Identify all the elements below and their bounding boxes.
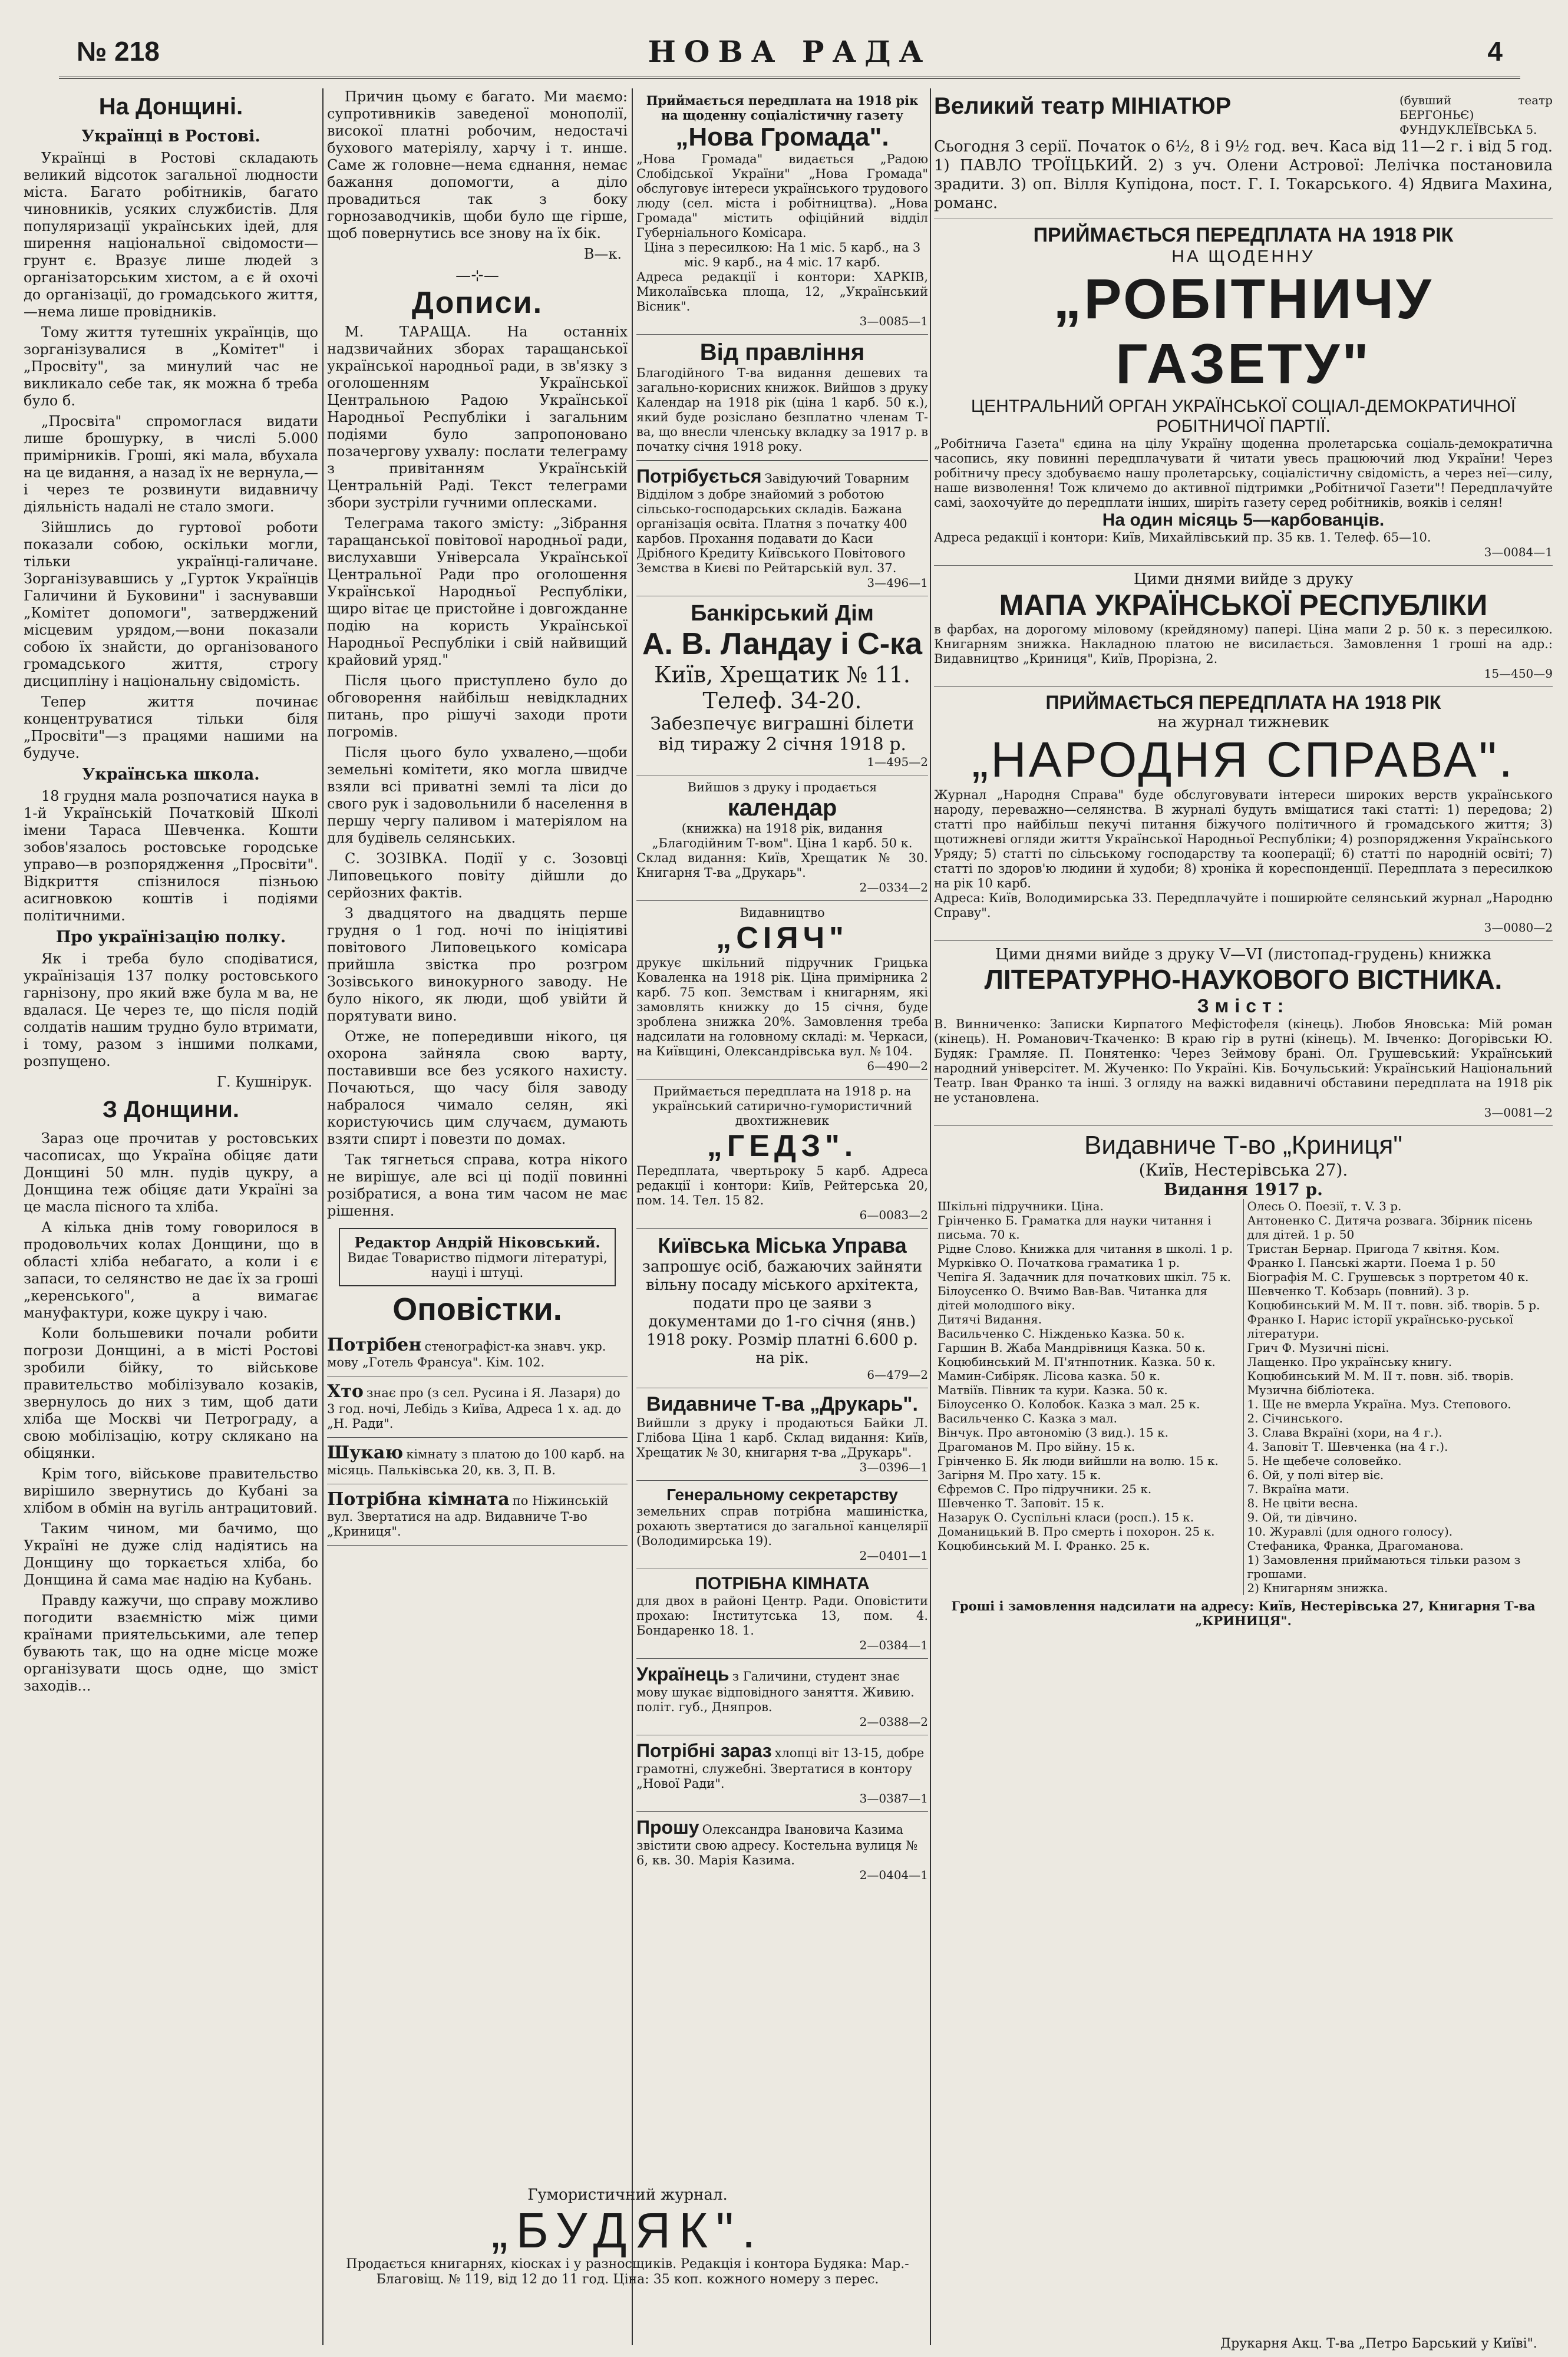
article-paragraph: Після цього приступлено було до обговорення найбільш невідкладних питань, про рішучі заходи проти погромів. bbox=[327, 672, 628, 740]
article-paragraph: Отже, не попередивши нікого, ця охорона зайняла свою варту, поставивши все без усякого нахисту. Почаються, що часу біля заводу набралося чимало селян, які користуючись цим случаєм, думають взяти спирт і повезти по домах. bbox=[327, 1028, 628, 1147]
article-paragraph: 18 грудня мала розпочатися наука в 1-й Українській Початковій Школі імени Тараса Шевченка. Кошти зобов'язалось ростовське городське управо—в розпорядження „Просвіти". Відкриття спізнилося пізньою асигновкою коштів і подіями політичними. bbox=[24, 788, 318, 924]
printer-imprint: Друкарня Акц. Т-ва „Петро Барський у Київі". bbox=[1220, 2336, 1537, 2351]
publisher-line: Видає Товариство підмоги літературі, науці і штуці. bbox=[347, 1251, 608, 1280]
book-entry: Тристан Бернар. Пригода 7 квітня. Ком. bbox=[1247, 1242, 1500, 1256]
book-entry: Васильченко С. Ніжденько Казка. 50 к. bbox=[938, 1326, 1185, 1341]
classified-ad bbox=[636, 1735, 928, 1812]
ad-contents-heading: Зміст: bbox=[1197, 995, 1290, 1016]
book-entry: 6. Ой, у полі вітер віє. bbox=[1247, 1468, 1384, 1482]
ad-text: по Ніжинській вул. Звертатися на адр. Видавниче Т-во „Криниця". bbox=[327, 1494, 609, 1539]
column-divider bbox=[322, 88, 323, 2345]
column-divider bbox=[930, 88, 931, 2345]
article-paragraph: М. ТАРАЩА. На останніх надзвичайних зборах таращанської української народньої ради, в зв'язку з оголошенням Української Центральною Радою Української Народньої Республіки і загальним подіями було запропоновано позачергову ухвалу: послати телеграму з привітанням Українській Центральній Раді. Текст телеграми збори зустріли гучними оплесками. bbox=[327, 323, 628, 511]
ad-label: Потрібується bbox=[636, 466, 762, 487]
ad-code: 2—0388—2 bbox=[859, 1715, 928, 1729]
ad-title: ПОТРІБНА КІМНАТА bbox=[695, 1574, 870, 1593]
ad-intro: на журнал тижневик bbox=[1157, 714, 1329, 731]
article-paragraph: Коли большевики почали робити погрози Донщині, а в місті Ростові зробили бійку, то військове правительство мобілізувало козаків, звернулось до них з тим, щоб дати хліба ще Москві чи Петрограду, а свою мобілізацію, котру склякано на обіцянки. bbox=[24, 1325, 318, 1461]
article-paragraph: Телеграма такого змісту: „Зібрання таращанської повітової народньої ради, вислухавши Універсала Української Центральної Ради про оголошення Української Народньої Республіки, щиро вітає це пристойне і довгожданне подію на користь Української Народньої Республіки і свій найвищий крайовий уряд." bbox=[327, 515, 628, 668]
classified-ad bbox=[636, 901, 928, 1080]
article-heading: Українська школа. bbox=[82, 765, 260, 784]
book-entry: Коцюбинський М. П'ятнпотник. Казка. 50 к. bbox=[938, 1355, 1216, 1369]
ad-text: Забезпечує виграшні білети від тиражу 2 січня 1918 р. bbox=[650, 714, 915, 755]
ad-code: 1—495—2 bbox=[867, 755, 928, 769]
ad-address: (Київ, Нестерівська 27). bbox=[1138, 1160, 1348, 1180]
ad-code: 6—490—2 bbox=[867, 1059, 928, 1073]
ad-address: Адреса: Київ, Володимирська 33. Передплачуйте і поширюйте селянський журнал „Народню Справу". bbox=[934, 891, 1553, 920]
ad-text: Журнал „Народня Справа" буде обслуговувати інтереси широких верств українського народу, переважно—селянства. В журналі будуть вміщатися такі статті: 1) передова; 2) статті про найбільш пекучі питання біжучого політичного й громадського життя; 3) щотижневі огляди життя Української Народньої Республіки; 4) розпорядження Українського Уряду; 5) статті по сільському господарству та кооперації; 6) статті по народній освіті; 7) статті по здоров'ю людини й худоби; 8) хроніка й кореспонденції. Передплата з пересилкою на рік 10 карб. bbox=[934, 788, 1553, 890]
ad-title: календар bbox=[727, 795, 837, 821]
ad-label: Хто bbox=[327, 1381, 364, 1402]
ad-address: Київ, Хрещатик № 11. bbox=[654, 662, 910, 688]
author-signature: В—к. bbox=[583, 246, 622, 262]
book-entry: Назарук О. Суспільні класи (росп.). 15 к. bbox=[938, 1510, 1194, 1524]
article-paragraph: Після цього було ухвалено,—щоби земельні комітети, яко могла швидче взяли всі приватні землі та ліси до свого рук і задовольнили б населення в першу чергу паливом і матеріялом на для будівель селянських. bbox=[327, 744, 628, 846]
book-entry: Шевченко Т. Кобзарь (повний). 3 р. bbox=[1247, 1284, 1470, 1298]
book-entry: Доманицький В. Про смерть і похорон. 25 к. bbox=[938, 1524, 1215, 1539]
article-heading: Українці в Ростові. bbox=[81, 127, 260, 146]
ad-title: „ГЕДЗ". bbox=[707, 1129, 858, 1163]
ad-code: 3—0387—1 bbox=[859, 1791, 928, 1805]
ad-text: В. Винниченко: Записки Кирпатого Мефістофеля (кінець). Любов Яновська: Мій роман (кінець). Н. Романович-Ткаченко: В краю гір в рутні (кінець). М. Івченко: Догорівськи Ю. Будяк: Грамляе. П. Понятенко: Через Зеймову брані. Ол. Грушевський: Український народний універсітет. М. Жученко: По Україні. Ків. Бочульський: Український Національний Театр. Іван Франко та інші. З огляду на важкі видавничі обставини передплата на 1918 рік не установлена. bbox=[934, 1017, 1553, 1105]
ad-intro: ПРИЙМАЄТЬСЯ ПЕРЕДПЛАТА НА 1918 РІК bbox=[1033, 224, 1454, 246]
ad-text: земельних справ потрібна машиністка, рохають звертатися до загальної канцелярії (Володимирська 19). bbox=[636, 1504, 928, 1548]
ad-label: Українець bbox=[636, 1663, 729, 1685]
ad-text: Вийшли з друку і продаються Байки Л. Глібова Ціна 1 карб. Склад видання: Київ, Хрещатик № 30, книгарня т-ва „Друкарь". bbox=[636, 1416, 928, 1460]
book-list-left bbox=[934, 1199, 1243, 1595]
ad-title: Великий театр МІНІАТЮР bbox=[934, 93, 1232, 119]
article-paragraph: Крім того, військове правительство вирішило звернутись до Кубані за хлібом в обмін на вугіль антрацитовий. bbox=[24, 1465, 318, 1516]
ad-text: Передплата, чвертьроку 5 карб. Адреса редакції і контори: Київ, Рейтерська 20, пом. 14. Тел. 15 82. bbox=[636, 1164, 928, 1207]
article-paragraph: Як і треба було сподіватися, українізація 137 полку ростовського гарнізону, про який вже була м ва, не вдалася. Це через те, що після подій солдатів нашим трудно було втримати, і тому, разом з іншими полками, розпущено. bbox=[24, 950, 318, 1069]
ad-label: Прошу bbox=[636, 1817, 699, 1838]
book-entry: Стефаника, Франка, Драгоманова. bbox=[1247, 1539, 1464, 1553]
ad-code: 3—0081—2 bbox=[1484, 1105, 1553, 1120]
ad-text: друкує шкільний підручник Грицька Коваленка на 1918 рік. Ціна примірника 2 карб. 75 коп. Земствам і книгарням, які замовлять книжку до 15 січня, буде зроблена знижка 20%. Замовлення треба надсилати на головному складі: м. Черкаси, на Київщині, Олександрівська вул. № 104. bbox=[636, 956, 928, 1058]
ad-title: „Нова Громада". bbox=[675, 123, 889, 151]
section-heading: Оповістки. bbox=[392, 1292, 562, 1327]
ad-subtitle: ЦЕНТРАЛЬНИЙ ОРГАН УКРАЇНСЬКОЇ СОЦІАЛ-ДЕМОКРАТИЧНОЇ РОБІТНИЧОЇ ПАРТІЇ. bbox=[970, 397, 1516, 436]
book-entry: Загірня М. Про хату. 15 к. bbox=[938, 1468, 1101, 1482]
ad-text: „Робітнича Газета" єдина на цілу Україну щоденна пролетарська соціаль-демократична часопись, яку повинні передплачувати й читати увесь працюючий люд України! Через робітничу пресу здобуваємо нашу пролетарську, соціалістичну свідомість, а через неї—силу, наше визволення! Тож кличемо до активної підтримки „Робітничої Газети"! Передплачуйте самі, заохочуйте до передплати інших, ширіть газету серед робітників, вояків і селян! bbox=[934, 437, 1553, 510]
section-heading: Дописи. bbox=[411, 286, 543, 320]
classified-ad bbox=[636, 335, 928, 461]
masthead bbox=[59, 24, 1520, 79]
ad-title: „РОБІТНИЧУ ГАЗЕТУ" bbox=[1053, 268, 1434, 395]
book-entry: Грінченко Б. Граматка для науки читання і письма. 70 к. bbox=[938, 1213, 1212, 1242]
book-entry: Васильченко С. Казка з мал. bbox=[938, 1411, 1117, 1425]
classified-ad bbox=[636, 1812, 928, 1888]
book-entry: Вінчук. Про автономію (3 вид.). 15 к. bbox=[938, 1425, 1168, 1440]
column-2 bbox=[327, 88, 628, 2345]
article-paragraph: Зійшлись до гуртової роботи показали собою, оскільки могли, тільки українці-галичане. Зорганізувавшись у „Гурток Українців Галичини й Буковини" і заснувавши „Комітет допомоги", затверджений місцевим урядом,—вони показали собою їх знайсти, до організованого громадського життя, строгу дисципліну і національну свідомість. bbox=[24, 519, 318, 689]
book-entry: 7. Вкраїна мати. bbox=[1247, 1482, 1350, 1496]
editor-line: Редактор Андрій Ніковський. bbox=[354, 1234, 600, 1251]
budiak-subtitle: Гумористичний журнал. bbox=[527, 2186, 728, 2204]
book-entry: Коцюбинський М. І. Франко. 25 к. bbox=[938, 1539, 1150, 1553]
article-paragraph: А кілька днів тому говорилося в продовольчих колах Донщини, що в області хліба небагато, а коли і є запаси, то селянство не дає їх за гроші „керенського", а вимагає мануфактури, коже цукру і чаю. bbox=[24, 1219, 318, 1321]
article-paragraph: Зараз оце прочитав у ростовських часописах, що Україна обіцяє дати Донщині 50 млн. пудів цукру, а Донщина теж обіцяє дати Україні за це масла пісного та хліба. bbox=[24, 1130, 318, 1215]
book-entry: Чепіга Я. Задачник для початкових шкіл. 75 к. bbox=[938, 1270, 1231, 1284]
ad-code: 2—0404—1 bbox=[859, 1868, 928, 1882]
ad-text: стенографіст-ка знавч. укр. мову „Готель Франсуа". Кім. 102. bbox=[327, 1339, 606, 1369]
page-number: 4 bbox=[1487, 36, 1503, 67]
imprint-box bbox=[339, 1228, 616, 1286]
book-list bbox=[934, 1199, 1553, 1595]
book-entry: 10. Журавлі (для одного голосу). bbox=[1247, 1524, 1453, 1539]
ad-title: Генеральному секретарству bbox=[666, 1485, 898, 1504]
book-list-right bbox=[1243, 1199, 1553, 1595]
classified-ad bbox=[636, 1388, 928, 1481]
book-entry: Грінченко Б. Як люди вийшли на волю. 15 к. bbox=[938, 1454, 1219, 1468]
book-entry: 5. Не щебече соловейко. bbox=[1247, 1454, 1402, 1468]
ad-code: 2—0401—1 bbox=[859, 1549, 928, 1563]
article-paragraph: Причин цьому є багато. Ми маємо: супротивників заведеної монополії, високої платні робочим, недостачі бухового матеріялу, харчу і т. инше. Саме ж головне—нема єднання, немає бажання допомогти, а діло провадиться так з боку горнозаводчиків, щоби було ще гірше, щоб повернутись все знову на їх бік. bbox=[327, 88, 628, 242]
classified-ad bbox=[636, 1659, 928, 1735]
budiak-title: „БУДЯК". bbox=[491, 2203, 764, 2258]
article-paragraph: Тепер життя починає концентруватися тільки біля „Просвіти"—з працями нашими на будуче. bbox=[24, 694, 318, 761]
book-entry: Шевченко Т. Заповіт. 15 к. bbox=[938, 1496, 1105, 1510]
ad-title: Київська Міська Управа bbox=[658, 1233, 907, 1257]
ad-intro: ПРИЙМАЄТЬСЯ ПЕРЕДПЛАТА НА 1918 РІК bbox=[1045, 692, 1441, 713]
ad-text: Благодійного Т-ва видання дешевих та загально-корисних книжок. Вийшов з друку Календар на 1918 рік (ціна 1 карб. 50 к.), який буде розіслано безплатно членам Т-ва, що внесли членську вкладку за 1917 р. в початку січня 1918 року. bbox=[636, 366, 928, 454]
ad-intro: Вийшов з друку і продається bbox=[687, 780, 877, 794]
classified-ad bbox=[636, 461, 928, 596]
ad-subtitle: Видання 1917 р. bbox=[1164, 1180, 1323, 1199]
ad-text: Олександра Івановича Казима звістити свою адресу. Костельна вулиця № 6, кв. 30. Марія Казима. bbox=[636, 1823, 918, 1867]
ad-code: 3—0396—1 bbox=[859, 1460, 928, 1474]
ad-price: Ціна з пересилкою: На 1 міс. 5 карб., на 3 міс. 9 карб., на 4 міс. 17 карб. bbox=[643, 240, 921, 269]
publisher-ad bbox=[934, 1126, 1553, 1634]
section-heading: З Донщини. bbox=[103, 1097, 239, 1123]
theatre-ad bbox=[934, 88, 1553, 219]
ad-text: знає про (з сел. Русина і Я. Лазаря) до 3 год. ночі, Лебідь з Київа, Адреса 1 х. ад. до „Н. Ради". bbox=[327, 1386, 621, 1431]
book-entry: Біографія М. С. Грушевськ з портретом 40 к. bbox=[1247, 1270, 1529, 1284]
article-paragraph: З двадцятого на двадцять перше грудня о 1 год. ночі по ініціятиві повітового Липовецького комісара прийшла звістка про розгром Зозівського винокурного заводу. Не було нікого, як люди, щоб увійти й порятувати вино. bbox=[327, 905, 628, 1024]
ad-intro: НА ЩОДЕННУ bbox=[1171, 247, 1315, 266]
ad-title: Видавниче Т-ва „Друкарь". bbox=[646, 1393, 918, 1415]
budiak-ad bbox=[330, 2186, 925, 2287]
ad-text: „Нова Громада" видається „Радою Слобідської України" „Нова Громада" обслуговує інтереси українського трудового люду (сел. міста і робітництва). „Нова Громада" містить офіційний відділ Губерніального Комісара. bbox=[636, 152, 928, 240]
ad-price: На один місяць 5—карбованців. bbox=[1102, 510, 1385, 530]
classified-ad bbox=[636, 596, 928, 775]
ad-phone: Телеф. 34-20. bbox=[702, 688, 862, 714]
ad-intro: Приймається передплата на 1918 рік на щоденну соціалістичну газету bbox=[646, 93, 919, 123]
article-paragraph: Тому життя тутешніх українців, що зорганізувалися в „Комітет" і „Просвіту", за минулий час не викликало себе так, як можна б треба було б. bbox=[24, 324, 318, 409]
ad-text: запрошує осіб, бажаючих зайняти вільну посаду міського архітекта, подати про це заяви з документами до 1-го січня (янв.) 1918 року. Розмір платні 6.600 р. на рік. bbox=[642, 1258, 923, 1367]
ad-text: Сьогодня 3 серії. Початок о 6½, 8 і 9½ год. веч. Каса від 11—2 г. і від 5 год. 1) ПАВЛО ТРОЇЦЬКИЙ. 2) з уч. Олени Астрової: Лелічка постановила зрадити. 3) оп. Вілля Купідона, пост. Г. І. Токарського. 4) Ядвига Махина, романс. bbox=[934, 138, 1553, 212]
ad-code: 3—0080—2 bbox=[1484, 920, 1553, 935]
article-paragraph: Правду кажучи, що справу можливо погодити взаємністю між цими країнами приятельськими, але тепер бувають так, що на одне місце може організувати щось одне, що зміст заходів... bbox=[24, 1592, 318, 1694]
ad-label: Потрібен bbox=[327, 1335, 422, 1355]
book-entry: Гаршин В. Жаба Мандрівниця Казка. 50 к. bbox=[938, 1341, 1206, 1355]
newspaper-title: НОВА РАДА bbox=[648, 34, 932, 69]
ad-title: „НАРОДНЯ СПРАВА". bbox=[972, 732, 1515, 787]
book-entry: Франко І. Панські жарти. Поема 1 р. 50 bbox=[1247, 1256, 1496, 1270]
ad-title: Видавниче Т-во „Криниця" bbox=[1084, 1131, 1402, 1160]
ad-subtitle: (бувший театр БЕРГОНЬЄ) ФУНДУКЛЕЇВСЬКА 5. bbox=[1399, 93, 1553, 137]
ad-title: ЛІТЕРАТУРНО-НАУКОВОГО ВІСТНИКА. bbox=[984, 964, 1503, 995]
ad-text: Завідуючий Товарним Відділом з добре знайомий з роботою сільсько-господарських складів. Бажана організація освіта. Платня з початку 400 карбов. Прохання подавати до Каси Дрібного Кредиту Київського Повітового Земства в Києві по Рейтарській вул. 37. bbox=[636, 471, 909, 575]
book-entry: Мамин-Сибіряк. Лісова казка. 50 к. bbox=[938, 1369, 1161, 1383]
book-entry: Рідне Слово. Книжка для читання в школі. 1 р. bbox=[938, 1242, 1233, 1256]
book-entry: Дитячі Видання. bbox=[938, 1312, 1042, 1326]
book-entry: 1) Замовлення приймаються тільки разом з грошами. bbox=[1247, 1553, 1521, 1581]
classified-ad bbox=[636, 1481, 928, 1569]
ad-text: в фарбах, на дорогому міловому (крейдяному) папері. Ціна мапи 2 р. 50 к. з пересилкою. Книгарням знижка. Накладною платою не висилається. Замовлення 1 гроші на адр.: Видавництво „Криниця", Київ, Прорізна, 2. bbox=[934, 622, 1553, 666]
classified-ad bbox=[327, 1484, 628, 1546]
ad-intro: Цими днями вийде з друку bbox=[1133, 570, 1354, 588]
journal-ad bbox=[934, 687, 1553, 941]
ad-address: Адреса редакції і контори: ХАРКІВ, Миколаївська площа, 12, „Український Вісник". bbox=[636, 270, 928, 313]
ad-title: МАПА УКРАЇНСЬКОЇ РЕСПУБЛІКИ bbox=[999, 589, 1488, 622]
column-divider bbox=[632, 88, 633, 2345]
book-entry: Шкільні підручники. Ціна. bbox=[938, 1199, 1104, 1213]
classified-ad bbox=[636, 88, 928, 335]
book-entry: 2) Книгарням знижка. bbox=[1247, 1581, 1388, 1595]
book-entry: Коцюбинський М. М. II т. повн. зіб. творів. 5 р. bbox=[1247, 1298, 1540, 1312]
article-paragraph: С. ЗОЗІВКА. Події у с. Зозовці Липовецького повіту дійшли до серйозних фактів. bbox=[327, 850, 628, 901]
classified-ad bbox=[636, 1080, 928, 1229]
article-paragraph: Українці в Ростові складають великий відсоток загальної людности міста. Багато робітників, багато чиновників, усяких службистів. Для популяризації українських ідей, для ширення національної свідомости—грунт є. Вразує лише людей з організаторським хистом, а є й охочі до організації, до громадського життя,—нема лише провідників. bbox=[24, 150, 318, 320]
ad-text: кімнату з платою до 100 карб. на місяць. Пальківська 20, кв. 3, П. В. bbox=[327, 1447, 625, 1477]
issue-number: № 218 bbox=[77, 36, 160, 67]
budiak-text: Продається книгарнях, кіосках і у разносщиків. Редакція і контора Будяка: Мар.-Благовіщ. № 119, від 12 до 11 год. Ціна: 35 коп. кожного номеру з перес. bbox=[346, 2257, 909, 2287]
book-entry: Антоненко С. Дитяча розвага. Збірник пісень для дітей. 1 р. 50 bbox=[1247, 1213, 1533, 1242]
bulletin-ad bbox=[934, 941, 1553, 1126]
book-entry: Франко І. Нарис історії українсько-руської літератури. bbox=[1247, 1312, 1514, 1341]
map-ad bbox=[934, 566, 1553, 687]
ad-code: 3—0084—1 bbox=[1484, 545, 1553, 559]
ad-code: 6—479—2 bbox=[867, 1368, 928, 1382]
ad-code: 2—0384—1 bbox=[859, 1638, 928, 1652]
book-entry: Білоусенко О. Колобок. Казка з мал. 25 к. bbox=[938, 1397, 1200, 1411]
article-heading: Про українізацію полку. bbox=[55, 928, 286, 946]
ad-label: Потрібна кімната bbox=[327, 1489, 510, 1510]
ad-text: Склад видання: Київ, Хрещатик № 30. Книгарня Т-ва „Друкарь". bbox=[636, 851, 928, 880]
book-entry: 2. Січинського. bbox=[1247, 1411, 1343, 1425]
classified-ad bbox=[327, 1330, 628, 1376]
book-entry: 9. Ой, ти дівчино. bbox=[1247, 1510, 1358, 1524]
ad-text: для двох в районі Центр. Ради. Оповістити прохаю: Інститутська 13, пом. 4. Бондаренко 18. 1. bbox=[636, 1594, 928, 1638]
classified-ad bbox=[327, 1438, 628, 1484]
book-entry: Драгоманов М. Про війну. 15 к. bbox=[938, 1440, 1135, 1454]
ad-code: 6—0083—2 bbox=[859, 1208, 928, 1222]
ad-label: Шукаю bbox=[327, 1442, 404, 1463]
article-paragraph: „Просвіта" спромоглася видати лише брошурку, в числі 5.000 примірників. Гроші, які мала, вбухала на це видання, а назад їх не вернула,—і через те розвинути видавничу діяльність надалі не стало змоги. bbox=[24, 413, 318, 515]
ad-intro: Видавництво bbox=[740, 906, 825, 920]
ad-footer: Гроші і замовлення надсилати на адресу: Київ, Нестерівська 27, Книгарня Т-ва „КРИНИЦЯ". bbox=[951, 1599, 1536, 1628]
book-entry: Коцюбинський М. М. II т. повн. зіб. творів. bbox=[1247, 1369, 1514, 1383]
book-entry: Білоусенко О. Вчимо Вав-Вав. Читанка для дітей молодшого віку. bbox=[938, 1284, 1207, 1312]
ornament-separator: —⊹— bbox=[455, 267, 499, 285]
ad-intro: Приймається передплата на 1918 р. на український сатирично-гумористичний двохтижневик bbox=[652, 1084, 913, 1128]
book-entry: Єфремов С. Про підручники. 25 к. bbox=[938, 1482, 1152, 1496]
newspaper-ad bbox=[934, 219, 1553, 566]
ad-title: А. В. Ландау і С-ка bbox=[642, 627, 922, 661]
column-3 bbox=[636, 88, 928, 2180]
ad-title: Від правління bbox=[699, 339, 865, 365]
ad-code: 2—0334—2 bbox=[859, 880, 928, 894]
classified-ad bbox=[636, 775, 928, 901]
section-heading: На Донщині. bbox=[98, 94, 243, 120]
article-paragraph: Так тягнеться справа, котра нікого не вирішує, але всі ці події повинні розібратися, а вона тим часом не має рішення. bbox=[327, 1151, 628, 1219]
book-entry: Олесь О. Поезії, т. V. 3 р. bbox=[1247, 1199, 1402, 1213]
book-entry: Мурківко О. Початкова граматика 1 р. bbox=[938, 1256, 1180, 1270]
ad-code: 3—496—1 bbox=[867, 576, 928, 590]
ad-text: хлопці віт 13-15, добре грамотні, служебні. Звертатися в контору „Нової Ради". bbox=[636, 1746, 925, 1791]
book-entry: 4. Заповіт Т. Шевченка (на 4 г.). bbox=[1247, 1440, 1448, 1454]
ad-label: Потрібні зараз bbox=[636, 1740, 772, 1761]
book-entry: 1. Ще не вмерла Україна. Муз. Степового. bbox=[1247, 1397, 1511, 1411]
ad-subtitle: (книжка) на 1918 рік, видання „Благодійним Т-вом". Ціна 1 карб. 50 к. bbox=[652, 821, 913, 850]
book-entry: 3. Слава Вкраїні (хори, на 4 г.). bbox=[1247, 1425, 1442, 1440]
ad-code: 15—450—9 bbox=[1484, 666, 1553, 681]
column-1 bbox=[24, 88, 318, 2345]
book-entry: Лащенко. Про українську книгу. bbox=[1247, 1355, 1452, 1369]
book-entry: Грич Ф. Музичні пісні. bbox=[1247, 1341, 1389, 1355]
book-entry: Матвіїв. Півник та кури. Казка. 50 к. bbox=[938, 1383, 1168, 1397]
ad-address: Адреса редакції і контори: Київ, Михайлівський пр. 35 кв. 1. Телеф. 65—10. bbox=[934, 530, 1431, 544]
ad-title: „СІЯЧ" bbox=[716, 921, 849, 955]
classified-ad bbox=[636, 1569, 928, 1659]
author-signature: Г. Кушнірук. bbox=[217, 1074, 312, 1090]
ad-text: з Галичини, студент знає мову шукає відповідного заняття. Живию. політ. губ., Дняпров. bbox=[636, 1669, 915, 1714]
book-entry: Музична бібліотека. bbox=[1247, 1383, 1375, 1397]
ad-code: 3—0085—1 bbox=[859, 314, 928, 328]
column-4 bbox=[934, 88, 1553, 2345]
ad-intro: Банкірський Дім bbox=[691, 601, 874, 626]
article-paragraph: Таким чином, ми бачимо, що Україні не дуже слід надіятись на Донщину що торкається хліба, бо Донщина й сама має надію на Кубань. bbox=[24, 1520, 318, 1588]
ad-intro: Цими днями вийде з друку V—VI (листопад-грудень) книжка bbox=[995, 946, 1492, 963]
classified-ad bbox=[327, 1376, 628, 1438]
book-entry: 8. Не цвіти весна. bbox=[1247, 1496, 1358, 1510]
classified-ad bbox=[636, 1229, 928, 1388]
